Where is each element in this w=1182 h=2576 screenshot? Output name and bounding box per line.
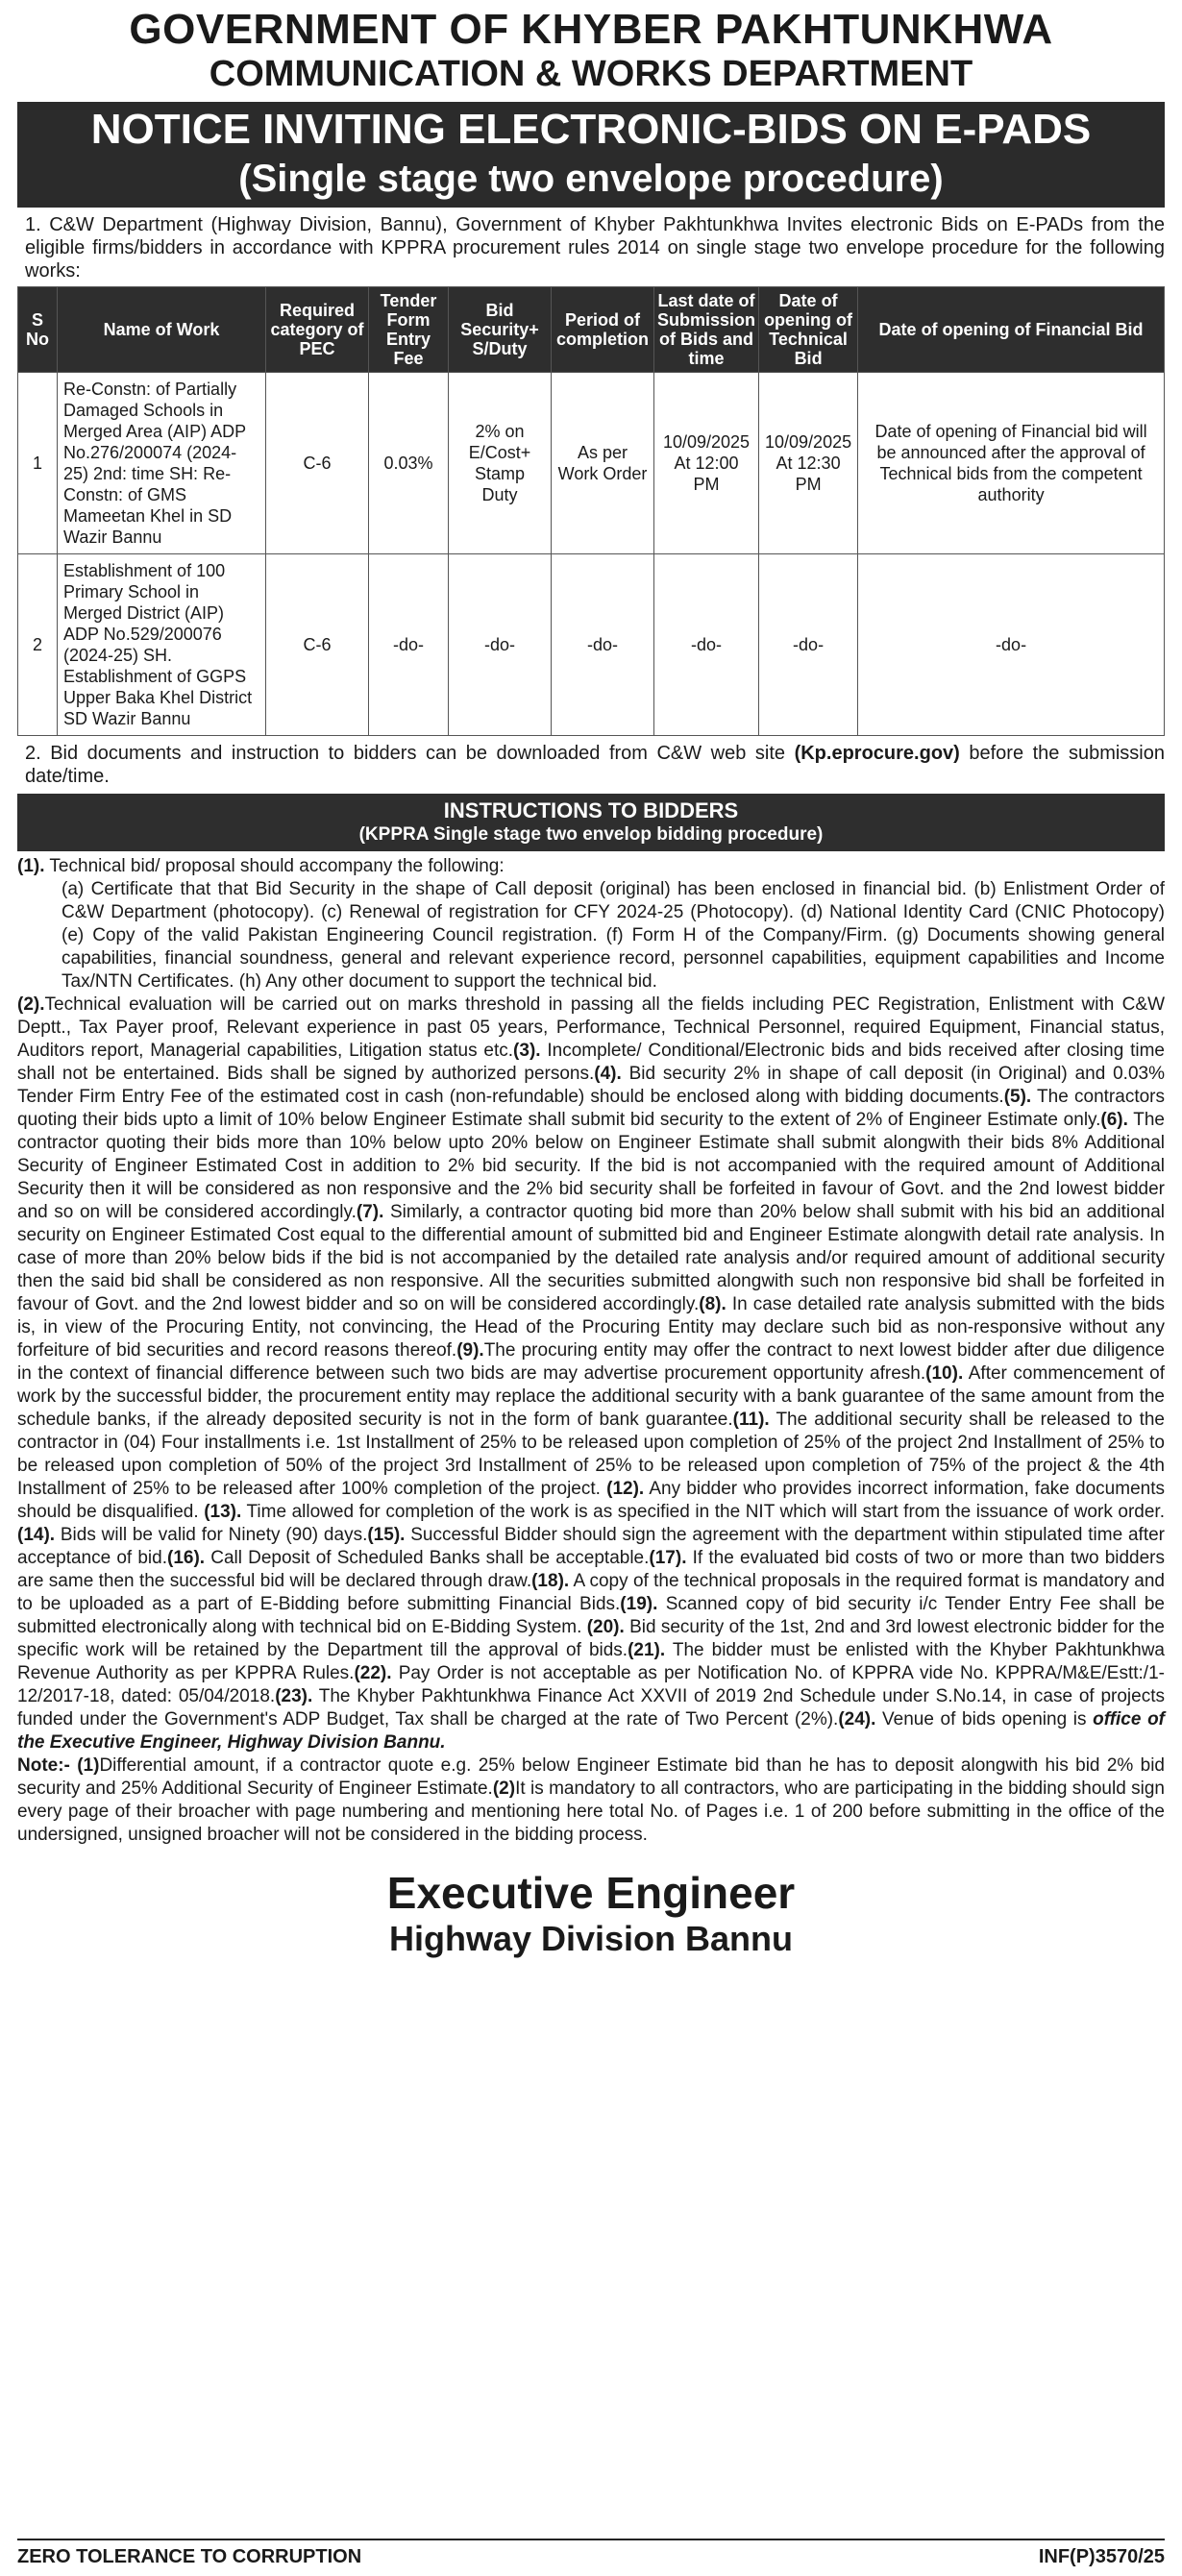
cell-entry-fee: 0.03% (369, 373, 449, 554)
advert-reference: INF(P)3570/25 (1038, 2546, 1165, 2567)
instruction-1-list: (a) Certificate that that Bid Security in the shape of Call deposit (original) has been enclosed in financial bid. (b) Enlistment Order of C&W Department (photocopy). (c) Renewal of registration for CFY 2024-25 (Photocopy). (d) National Identity Card (CNIC Photocopy) (e) Copy of the valid Pakistan Engineering Council registration. (f) Form H of the Company/Firm. (g) Documents showing general capabilities, financial soundness, general and relevant experience record, personnel capabilities, equipment capabilities and Income Tax/NTN Certificates. (h) Any other document to support the technical bid. (62, 879, 1165, 992)
cell-last-date: 10/09/2025 At 12:00 PM (654, 373, 759, 554)
table-row (18, 373, 1165, 554)
cell-bid-security: 2% on E/Cost+ Stamp Duty (449, 373, 552, 554)
cell-entry-fee: -do- (369, 554, 449, 736)
th-entry-fee: Tender Form Entry Fee (369, 287, 449, 373)
th-name-of-work: Name of Work (58, 287, 266, 373)
cell-technical-bid: 10/09/2025 At 12:30 PM (759, 373, 858, 554)
intro-paragraph: 1. C&W Department (Highway Division, Bannu), Government of Khyber Pakhtunkhwa Invites electronic Bids on E-PADs from the eligible firms/bidders in accordance with KPPRA procurement rules 2014 on single stage two envelope procedure for the following works: (25, 214, 1165, 282)
works-table (17, 286, 1165, 736)
th-technical-bid: Date of opening of Technical Bid (759, 287, 858, 373)
instruction-1: (1). Technical bid/ proposal should accompany the following: (17, 856, 505, 876)
cell-bid-security: -do- (449, 554, 552, 736)
header-notice-title: NOTICE INVITING ELECTRONIC-BIDS ON E-PADS (17, 102, 1165, 158)
download-paragraph: 2. Bid documents and instruction to bidders can be downloaded from C&W web site (Kp.eprocure.gov) before the submission date/time. (25, 743, 1165, 787)
cell-name-of-work: Re-Constn: of Partially Damaged Schools in Merged Area (AIP) ADP No.276/200074 (2024-25) 2nd: time SH: Re-Constn: of GMS Mameetan Khel in SD Wazir Bannu (58, 373, 266, 554)
table-header-row (18, 287, 1165, 373)
th-bid-security: Bid Security+ S/Duty (449, 287, 552, 373)
anti-corruption-slogan: ZERO TOLERANCE TO CORRUPTION (17, 2546, 362, 2567)
cell-technical-bid: -do- (759, 554, 858, 736)
instructions-banner (17, 794, 1165, 851)
cell-pec-category: C-6 (266, 373, 369, 554)
cell-sno: 1 (18, 373, 58, 554)
th-sno: S No (18, 287, 58, 373)
cell-financial-bid: -do- (858, 554, 1165, 736)
note-paragraph: Note:- (1)Differential amount, if a contractor quote e.g. 25% below Engineer Estimate bid than he has to deposit alongwith his bid 2% bid security and 25% Additional Security of Engineer Estimate.(2)It is mandatory to all contractors, who are participating in the bidding should sign every page of their broacher with page numbering and mentioning here total No. of Pages i.e. 1 of 200 before submitting in the office of the undersigned, unsigned broacher will not be considered in the bidding process. (17, 1755, 1165, 1845)
signatory-office: Highway Division Bannu (388, 1919, 794, 1958)
cell-sno: 2 (18, 554, 58, 736)
cell-financial-bid: Date of opening of Financial bid will be announced after the approval of Technical bids from the competent authority (858, 373, 1165, 554)
th-financial-bid: Date of opening of Financial Bid (858, 287, 1165, 373)
cell-name-of-work: Establishment of 100 Primary School in Merged District (AIP) ADP No.529/200076 (2024-25) SH. Establishment of GGPS Upper Baka Khel District SD Wazir Bannu (58, 554, 266, 736)
eprocure-link[interactable]: (Kp.eprocure.gov) (794, 743, 960, 764)
header-department: COMMUNICATION & WORKS DEPARTMENT (209, 54, 973, 94)
cell-period: As per Work Order (552, 373, 654, 554)
instructions-paragraph: (2).Technical evaluation will be carried out on marks threshold in passing all the fields including PEC Registration, Enlistment with C&W Deptt., Tax Payer proof, Relevant experience in past 05 years, Performance, Technical Personnel, required Equipment, Financial status, Auditors report, Managerial capabilities, Litigation status etc.(3). Incomplete/ Conditional/Electronic bids and bids received after closing time shall not be entertained. Bids shall be signed by authorized persons.(4). Bid security 2% in shape of call deposit (in Original) and 0.03% Tender Firm Entry Fee of the estimated cost in cash (non-refundable) should be enclosed along with bidding documents.(5). The contractors quoting their bids upto a limit of 10% below Engineer Estimate shall submit bid security to the extent of 2% of Engineer Estimate only.(6). The contractor quoting their bids more than 10% below upto 20% below on Engineer Estimate shall submit alongwith their bids 8% Additional Security of Engineer Estimated Cost in addition to 2% bid security. If the bid is not accompanied with the required amount of Additional Security then it will be considered as non responsive and the 2% bid security shall be forfeited in favour of Govt. and the 2nd lowest bidder and so on will be considered accordingly.(7). Similarly, a contractor quoting bid more than 20% below shall submit with his bid an additional security on Engineer Estimated Cost equal to the differential amount of submitted bid and Engineer Estimate alongwith detail rate analysis. In case of more than 20% below bids if the bid is not accompanied by the detailed rate analysis and/or required amount of additional security then the said bid shall be considered as non responsive. All the securities submitted alongwith such non responsive bid shall be forfeited in favour of Govt. and the 2nd lowest bidder and so on will be considered accordingly.(8). In case detailed rate analysis submitted with the bids is, in view of the Procuring Entity, not convincing, the Head of the Procuring Entity may declare such bid as non-responsive without any forfeiture of bid securities and record reasons thereof.(9).The procuring entity may offer the contract to next lowest bidder after due diligence in the context of financial difference between such two bids are may advertise procurement opportunity afresh.(10). After commencement of work by the successful bidder, the procurement entity may replace the additional security with a bank guarantee of the same amount from the schedule banks, if the already deposited security is not in the form of bank guarantee.(11). The additional security shall be released to the contractor in (04) Four installments i.e. 1st Installment of 25% to be released upon completion of 25% of the project 2nd Installment of 25% to be released upon completion of 50% of the project 3rd Installment of 25% to be released upon completion of 75% of the project & the 4th Installment of 25% to be released after 100% completion of the project. (12). Any bidder who provides incorrect information, fake documents should be disqualified. (13). Time allowed for completion of the work is as specified in the NIT which will start from the issuance of work order.(14). Bids will be valid for Ninety (90) days.(15). Successful Bidder should sign the agreement with the department within stipulated time after acceptance of bid.(16). Call Deposit of Scheduled Banks shall be acceptable.(17). If the evaluated bid costs of two or more than two bidders are same then the successful bid will be declared through draw.(18). A copy of the technical proposals in the required format is mandatory and to be uploaded as a part of E-Bidding before submitting Financial Bids.(19). Scanned copy of bid security i/c Tender Entry Fee shall be submitted electronically along with technical bid on E-Bidding System. (20). Bid security of the 1st, 2nd and 3rd lowest electronic bidder for the specific work will be retained by the Department till the approval of bids.(21). The bidder must be enlisted with the Khyber Pakhtunkhwa Revenue Authority as per KPPRA Rules.(22). Pay Order is not acceptable as per Notification No. of KPPRA vide No. KPPRA/M&E/Estt:/1-12/2017-18, dated: 05/04/2018.(23). The Khyber Pakhtunkhwa Finance Act XXVII of 2019 2nd Schedule under S.No.14, in case of projects funded under the Government's ADP Budget, Tax shall be charged at the rate of Two Percent (2%).(24). Venue of bids opening is office of the Executive Engineer, Highway Division Bannu. (17, 994, 1166, 1753)
th-last-date: Last date of Submission of Bids and time (654, 287, 759, 373)
cell-pec-category: C-6 (266, 554, 369, 736)
header-government: GOVERNMENT OF KHYBER PAKHTUNKHWA (129, 6, 1053, 53)
header-procedure: (Single stage two envelope procedure) (17, 158, 1165, 208)
th-pec-category: Required category of PEC (266, 287, 369, 373)
cell-period: -do- (552, 554, 654, 736)
instructions-title: INSTRUCTIONS TO BIDDERS (443, 798, 739, 822)
bottom-strip (17, 2539, 1165, 2568)
instructions-subtitle: (KPPRA Single stage two envelop bidding procedure) (358, 824, 824, 845)
th-period: Period of completion (552, 287, 654, 373)
instructions-body (17, 855, 1165, 1847)
cell-last-date: -do- (654, 554, 759, 736)
signatory-title: Executive Engineer (386, 1868, 796, 1918)
bid-opening-venue: office of the Executive Engineer, Highway Division Bannu. (17, 1709, 1165, 1753)
notice-page (17, 6, 1165, 1960)
table-row (18, 554, 1165, 736)
